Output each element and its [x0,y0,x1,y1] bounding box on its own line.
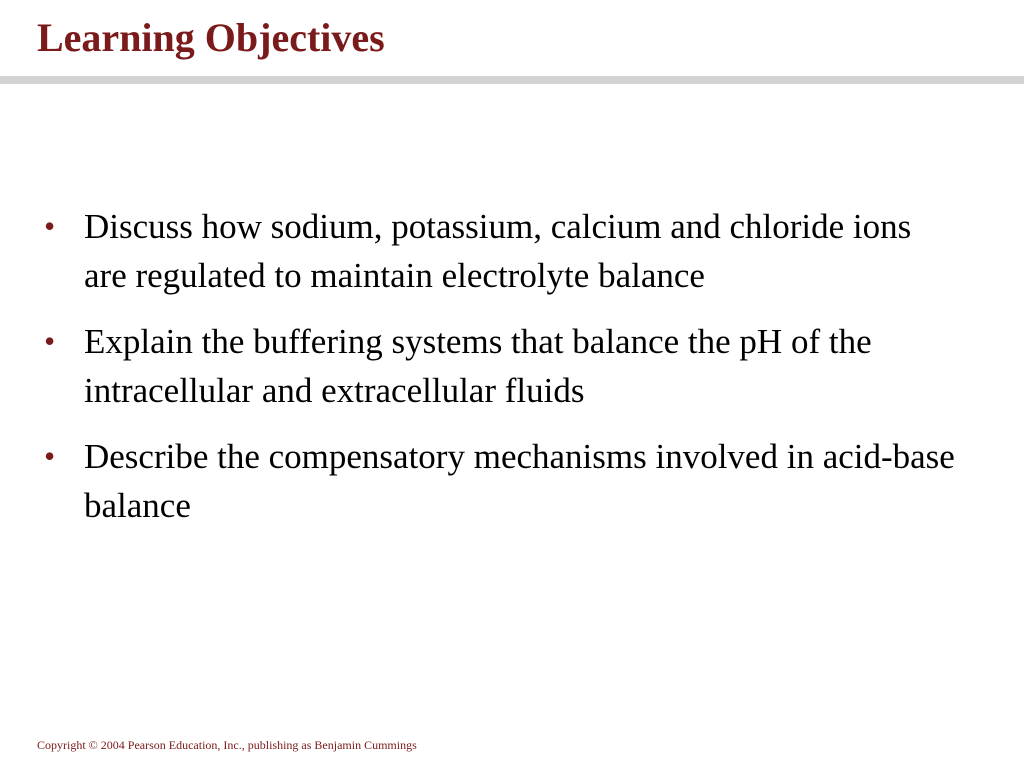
copyright-footer: Copyright © 2004 Pearson Education, Inc., publishing as Benjamin Cummings [37,738,417,752]
bullet-icon: • [44,438,56,474]
bullet-item [40,202,960,300]
bullet-item [40,432,960,530]
slide-title: Learning Objectives [37,15,385,60]
bullet-icon: • [44,208,56,244]
title-divider [0,76,1024,84]
bullet-text: Describe the compensatory mechanisms involved in acid-base balance [84,437,955,525]
bullet-text: Explain the buffering systems that balance the pH of the intracellular and extracellular fluids [84,322,872,410]
bullet-icon: • [44,323,56,359]
bullet-list [40,202,960,547]
bullet-text: Discuss how sodium, potassium, calcium and chloride ions are regulated to maintain electrolyte balance [84,207,912,295]
bullet-item [40,317,960,415]
